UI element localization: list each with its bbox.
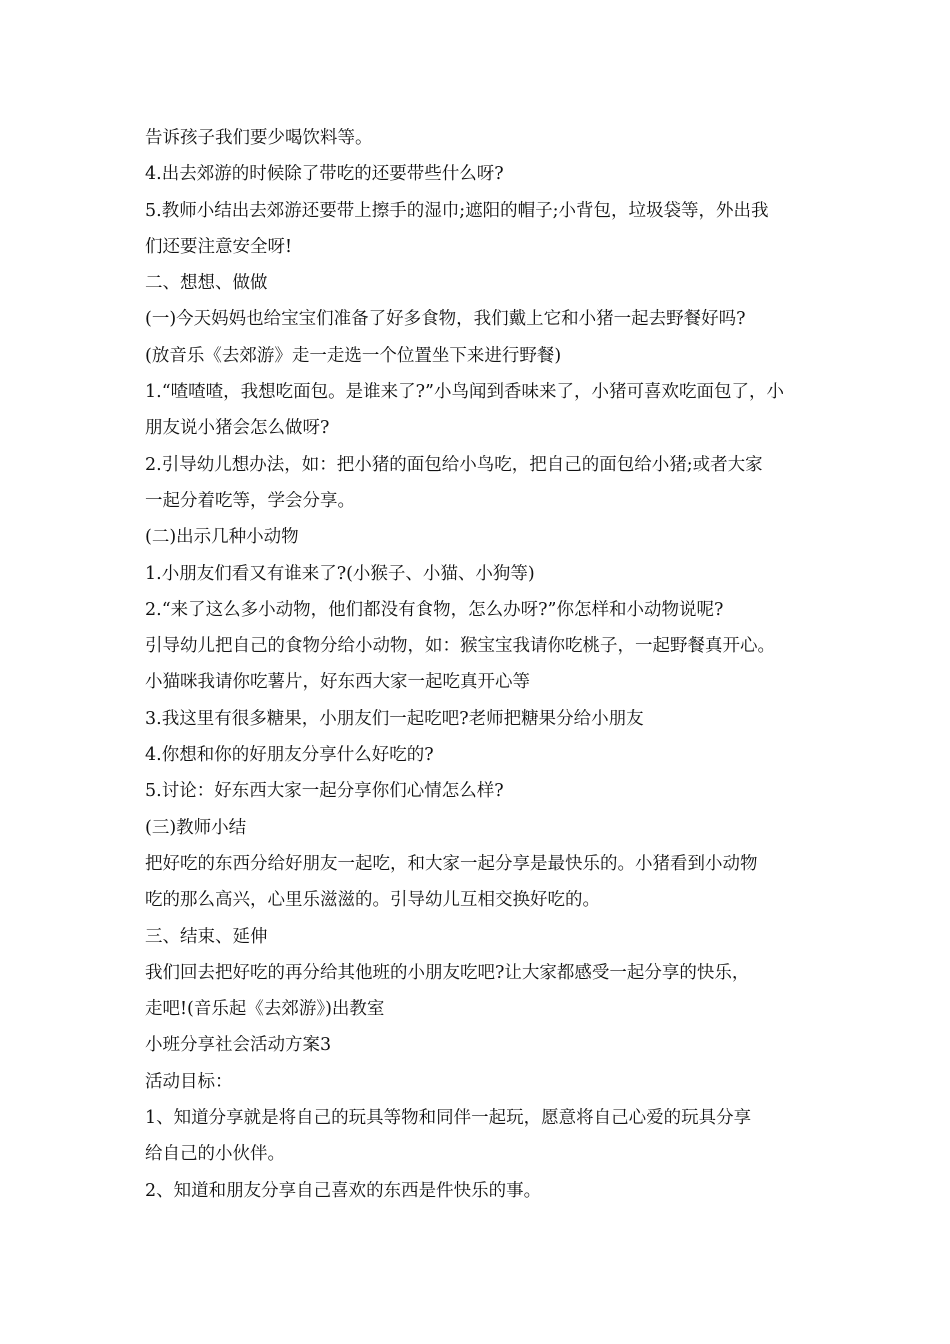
subsection-heading: (二)出示几种小动物 <box>145 527 299 548</box>
text-line: 走吧!(音乐起《去郊游》)出教室 <box>145 999 385 1020</box>
text-line: (放音乐《去郊游》走一走选一个位置坐下来进行野餐) <box>145 345 562 366</box>
text-line: 把好吃的东西分给好朋友一起吃，和大家一起分享是最快乐的。小猪看到小动物 <box>145 853 758 874</box>
text-line: 告诉孩子我们要少喝饮料等。 <box>145 128 373 148</box>
text-line: 3.我这里有很多糖果，小朋友们一起吃吧?老师把糖果分给小朋友 <box>145 708 644 729</box>
text-line: 4.你想和你的好朋友分享什么好吃的? <box>145 745 434 766</box>
text-line: 们还要注意安全呀! <box>145 236 293 257</box>
text-line: 5.讨论：好东西大家一起分享你们心情怎么样? <box>145 781 504 802</box>
section-heading: 二、想想、做做 <box>145 273 268 294</box>
text-line: 吃的那么高兴，心里乐滋滋的。引导幼儿互相交换好吃的。 <box>145 890 600 911</box>
text-line: 小猫咪我请你吃薯片，好东西大家一起吃真开心等 <box>145 672 530 693</box>
text-line: 一起分着吃等，学会分享。 <box>145 490 355 511</box>
text-line: 1.“喳喳喳，我想吃面包。是谁来了?”小鸟闻到香味来了，小猪可喜欢吃面包了，小 <box>145 382 784 403</box>
section-heading: 活动目标： <box>145 1071 233 1092</box>
text-line: 2.“来了这么多小动物，他们都没有食物，怎么办呀?”你怎样和小动物说呢? <box>145 599 724 620</box>
text-line: 1、知道分享就是将自己的玩具等物和同伴一起玩，愿意将自己心爱的玩具分享 <box>145 1108 752 1129</box>
text-line: 我们回去把好吃的再分给其他班的小朋友吃吧?让大家都感受一起分享的快乐， <box>145 962 750 983</box>
text-line: 2.引导幼儿想办法，如：把小猪的面包给小鸟吃，把自己的面包给小猪;或者大家 <box>145 454 763 475</box>
plan-title: 小班分享社会活动方案3 <box>145 1035 332 1056</box>
subsection-heading: (三)教师小结 <box>145 817 247 838</box>
text-line: 引导幼儿把自己的食物分给小动物，如：猴宝宝我请你吃桃子，一起野餐真开心。 <box>145 636 775 657</box>
text-line: 4.出去郊游的时候除了带吃的还要带些什么呀? <box>145 164 504 185</box>
text-line: (一)今天妈妈也给宝宝们准备了好多食物，我们戴上它和小猪一起去野餐好吗? <box>145 309 746 330</box>
text-line: 2、知道和朋友分享自己喜欢的东西是件快乐的事。 <box>145 1180 542 1201</box>
text-line: 5.教师小结出去郊游还要带上擦手的湿巾;遮阳的帽子;小背包，垃圾袋等，外出我 <box>145 200 769 221</box>
text-line: 1.小朋友们看又有谁来了?(小猴子、小猫、小狗等) <box>145 563 535 584</box>
section-heading: 三、结束、延伸 <box>145 926 268 947</box>
text-line: 给自己的小伙伴。 <box>145 1144 285 1165</box>
document-body <box>145 120 817 1209</box>
text-line: 朋友说小猪会怎么做呀? <box>145 418 330 439</box>
